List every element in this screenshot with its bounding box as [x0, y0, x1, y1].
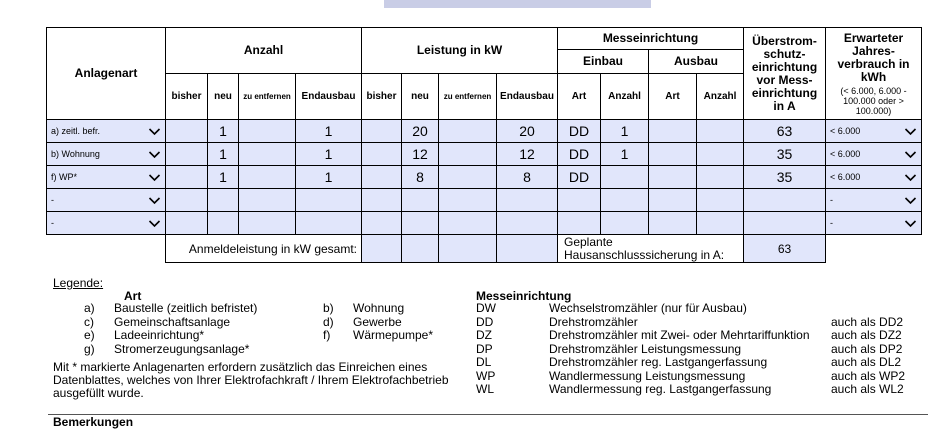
anzahl-neu-field[interactable]: 1 [208, 143, 239, 166]
header-einbau: Einbau [558, 50, 649, 74]
chevron-down-icon [148, 150, 161, 159]
chevron-down-icon [148, 219, 161, 228]
legend-art-text: Wohnung [353, 301, 405, 315]
anzahl-neu-field[interactable]: 1 [208, 120, 239, 143]
ausbau-art-field[interactable] [649, 212, 697, 235]
legend-title: Legende: [53, 276, 104, 290]
ausbau-art-field[interactable] [649, 143, 697, 166]
legend-mess-alt: auch als DZ2 [831, 328, 902, 342]
footer-spacer-right [826, 235, 922, 263]
leistung-neu-field[interactable] [402, 212, 439, 235]
footer-spacer [47, 235, 166, 263]
legend-mess-text: Drehstromzähler Leistungsmessung [549, 341, 742, 356]
anlagenart-select[interactable] [47, 212, 166, 235]
anlagenart-value: - [51, 195, 54, 205]
leistung-neu-field[interactable]: 12 [402, 143, 439, 166]
header-ausbau: Ausbau [649, 50, 744, 74]
einbau-art-field[interactable]: DD [558, 166, 601, 189]
leistung-zu-entfernen-field[interactable] [439, 143, 497, 166]
einbau-anzahl-field[interactable]: 1 [601, 120, 649, 143]
legend-art-key: f) [323, 328, 331, 342]
anlagenart-select[interactable] [47, 189, 166, 212]
ueberstrom-field[interactable]: 63 [744, 120, 826, 143]
ausbau-anzahl-field[interactable] [697, 143, 744, 166]
header-leistung-neu: neu [402, 74, 439, 120]
header-leistung-bisher: bisher [362, 74, 402, 120]
ueberstrom-field[interactable] [744, 189, 826, 212]
leistung-bisher-field[interactable] [362, 143, 402, 166]
hausanschluss-label [558, 235, 744, 263]
verbrauch-value: - [830, 195, 833, 205]
header-einbau-anzahl: Anzahl [601, 74, 649, 120]
legend-note-line2: Datenblattes, welches von Ihrer Elektrofachkraft / Ihrem Elektrofachbetrieb [53, 373, 449, 387]
legend-art-text: Ladeeinrichtung* [114, 328, 205, 342]
verbrauch-select[interactable] [826, 212, 922, 235]
legend-art-key: c) [84, 314, 94, 329]
legend-mess-alt: auch als DD2 [831, 314, 904, 329]
hausanschluss-label-line1: Geplante [564, 234, 613, 249]
ueberstrom-field[interactable] [744, 212, 826, 235]
header-verbrauch-note: (< 6.000, 6.000 - 100.000 oder > 100.000) [840, 85, 907, 116]
leistung-neu-field[interactable]: 8 [402, 166, 439, 189]
legend-mess-text: Drehstromzähler [549, 314, 638, 329]
anmeldeleistung-endausbau-field[interactable] [497, 235, 558, 263]
anzahl-endausbau-field[interactable] [296, 212, 362, 235]
anmeldeleistung-zu-entfernen-field[interactable] [439, 235, 497, 263]
anzahl-bisher-field[interactable] [166, 143, 208, 166]
header-anlagenart: Anlagenart [47, 28, 166, 120]
header-verbrauch-label: Erwarteter Jahres-verbrauch in kWh [837, 30, 910, 84]
legend-note-line3: ausgefüllt wurde. [53, 386, 144, 400]
chevron-down-icon [904, 173, 917, 182]
einbau-anzahl-field[interactable] [601, 212, 649, 235]
verbrauch-select[interactable] [826, 143, 922, 166]
hausanschluss-label-line2: Hausanschlusssicherung in A: [564, 247, 725, 262]
ausbau-art-field[interactable] [649, 189, 697, 212]
header-ueberstrom: Überstrom-schutz-einrichtung vor Mess-einrichtung in A [744, 28, 826, 120]
leistung-zu-entfernen-field[interactable] [439, 189, 497, 212]
anmeldeleistung-neu-field[interactable] [402, 235, 439, 263]
header-ausbau-anzahl: Anzahl [697, 74, 744, 120]
top-banner [384, 0, 651, 8]
anlagen-table [46, 27, 922, 263]
chevron-down-icon [148, 127, 161, 136]
leistung-bisher-field[interactable] [362, 212, 402, 235]
anzahl-neu-field[interactable] [208, 189, 239, 212]
einbau-art-field[interactable]: DD [558, 143, 601, 166]
anlagenart-value: a) zeitl. befr. [51, 126, 101, 136]
header-anzahl-endausbau: Endausbau [296, 74, 362, 120]
header-leistung: Leistung in kW [362, 28, 558, 74]
legend-mess-alt: auch als DP2 [831, 341, 903, 356]
legend-art-text: Stromerzeugungsanlage* [114, 341, 250, 356]
anzahl-bisher-field[interactable] [166, 166, 208, 189]
legend-note-line1: Mit * markierte Anlagenarten erfordern zusätzlich das Einreichen eines [53, 360, 428, 374]
legend-mess-alt: auch als WP2 [831, 368, 906, 383]
header-verbrauch [826, 28, 922, 120]
leistung-neu-field[interactable] [402, 189, 439, 212]
anzahl-zu-entfernen-field[interactable] [239, 212, 296, 235]
table-row [47, 189, 922, 212]
legend-mess-text: Drehstromzähler reg. Lastgangerfassung [549, 355, 768, 369]
verbrauch-value: < 6.000 [830, 149, 861, 159]
legend-mess-code: WL [476, 382, 494, 396]
table-row [47, 143, 922, 166]
ausbau-anzahl-field[interactable] [697, 120, 744, 143]
einbau-anzahl-field[interactable]: 1 [601, 143, 649, 166]
einbau-art-field[interactable] [558, 189, 601, 212]
einbau-anzahl-field[interactable] [601, 166, 649, 189]
chevron-down-icon [904, 150, 917, 159]
anzahl-zu-entfernen-field[interactable] [239, 120, 296, 143]
leistung-neu-field[interactable]: 20 [402, 120, 439, 143]
leistung-endausbau-field[interactable] [497, 189, 558, 212]
anlagenart-select[interactable] [47, 143, 166, 166]
legend-art-text: Gemeinschaftsanlage [114, 314, 231, 329]
legend-art-text: Gewerbe [353, 314, 402, 329]
chevron-down-icon [148, 173, 161, 182]
legend-mess-text: Drehstromzähler mit Zwei- oder Mehrtariffunktion [549, 328, 810, 342]
verbrauch-value: < 6.000 [830, 172, 861, 182]
einbau-art-field[interactable]: DD [558, 120, 601, 143]
anzahl-bisher-field[interactable] [166, 212, 208, 235]
bemerkungen-heading: Bemerkungen [53, 415, 134, 429]
anlagenart-value: f) WP* [51, 172, 77, 182]
anlagenart-select[interactable] [47, 120, 166, 143]
header-messeinrichtung: Messeinrichtung [558, 28, 744, 50]
legend-mess-alt: auch als DL2 [831, 355, 902, 369]
leistung-zu-entfernen-field[interactable] [439, 212, 497, 235]
anzahl-zu-entfernen-field[interactable] [239, 166, 296, 189]
legend-art-key: b) [323, 301, 334, 315]
header-einbau-art: Art [558, 74, 601, 120]
ueberstrom-field[interactable]: 35 [744, 166, 826, 189]
anmeldeleistung-bisher-field[interactable] [362, 235, 402, 263]
verbrauch-select[interactable] [826, 120, 922, 143]
anlagenart-value: - [51, 218, 54, 228]
leistung-endausbau-field[interactable]: 20 [497, 120, 558, 143]
leistung-zu-entfernen-field[interactable] [439, 166, 497, 189]
header-anzahl-zu-entfernen: zu entfernen [239, 74, 296, 120]
header-leistung-zu-entfernen: zu entfernen [439, 74, 497, 120]
table-row [47, 166, 922, 189]
legend-art-key: e) [84, 328, 95, 342]
leistung-endausbau-field[interactable]: 8 [497, 166, 558, 189]
legend-mess-code: DW [476, 301, 496, 315]
anlagenart-value: b) Wohnung [51, 149, 100, 159]
verbrauch-select[interactable] [826, 189, 922, 212]
anzahl-neu-field[interactable]: 1 [208, 166, 239, 189]
legend-art-key: d) [323, 314, 334, 329]
header-leistung-endausbau: Endausbau [497, 74, 558, 120]
legend-mess-code: DD [476, 314, 494, 329]
einbau-art-field[interactable] [558, 212, 601, 235]
anzahl-zu-entfernen-field[interactable] [239, 143, 296, 166]
anmeldeleistung-label: Anmeldeleistung in kW gesamt: [166, 235, 362, 263]
ausbau-art-field[interactable] [649, 120, 697, 143]
anzahl-zu-entfernen-field[interactable] [239, 189, 296, 212]
einbau-anzahl-field[interactable] [601, 189, 649, 212]
ausbau-art-field[interactable] [649, 166, 697, 189]
leistung-bisher-field[interactable] [362, 189, 402, 212]
anzahl-endausbau-field[interactable]: 1 [296, 120, 362, 143]
hausanschluss-value-field[interactable]: 63 [744, 235, 826, 263]
anzahl-bisher-field[interactable] [166, 120, 208, 143]
anzahl-endausbau-field[interactable]: 1 [296, 166, 362, 189]
header-anzahl-bisher: bisher [166, 74, 208, 120]
chevron-down-icon [904, 196, 917, 205]
legend-art-key: g) [84, 341, 95, 356]
table-row [47, 120, 922, 143]
legend-mess-code: WP [476, 368, 496, 383]
anzahl-neu-field[interactable] [208, 212, 239, 235]
verbrauch-select[interactable] [826, 166, 922, 189]
anzahl-endausbau-field[interactable]: 1 [296, 143, 362, 166]
legend-mess-alt: auch als WL2 [831, 382, 904, 396]
chevron-down-icon [904, 219, 917, 228]
table-row [47, 212, 922, 235]
legend-mess-title: Messeinrichtung [476, 289, 572, 303]
verbrauch-value: < 6.000 [830, 126, 861, 136]
leistung-endausbau-field[interactable] [497, 212, 558, 235]
header-anzahl-neu: neu [208, 74, 239, 120]
legend-art-key: a) [84, 301, 95, 315]
legend-mess-text: Wandlermessung Leistungsmessung [549, 368, 746, 383]
chevron-down-icon [904, 127, 917, 136]
legend-art-text: Wärmepumpe* [353, 328, 434, 342]
ausbau-anzahl-field[interactable] [697, 212, 744, 235]
legend-art-text: Baustelle (zeitlich befristet) [114, 301, 258, 315]
leistung-bisher-field[interactable] [362, 166, 402, 189]
legend-mess-code: DZ [476, 328, 492, 342]
anzahl-endausbau-field[interactable] [296, 189, 362, 212]
chevron-down-icon [148, 196, 161, 205]
leistung-bisher-field[interactable] [362, 120, 402, 143]
ueberstrom-field[interactable]: 35 [744, 143, 826, 166]
verbrauch-value: - [830, 218, 833, 228]
ausbau-anzahl-field[interactable] [697, 189, 744, 212]
legend-mess-code: DL [476, 355, 492, 369]
legend-mess-text: Wandlermessung reg. Lastgangerfassung [549, 382, 772, 396]
leistung-zu-entfernen-field[interactable] [439, 120, 497, 143]
header-anzahl: Anzahl [166, 28, 362, 74]
legend-art-title: Art [124, 289, 142, 303]
anzahl-bisher-field[interactable] [166, 189, 208, 212]
header-ausbau-art: Art [649, 74, 697, 120]
legend-mess-code: DP [476, 341, 493, 356]
leistung-endausbau-field[interactable]: 12 [497, 143, 558, 166]
ausbau-anzahl-field[interactable] [697, 166, 744, 189]
anlagenart-select[interactable] [47, 166, 166, 189]
legend-mess-text: Wechselstromzähler (nur für Ausbau) [549, 301, 747, 315]
section-divider [48, 414, 928, 415]
